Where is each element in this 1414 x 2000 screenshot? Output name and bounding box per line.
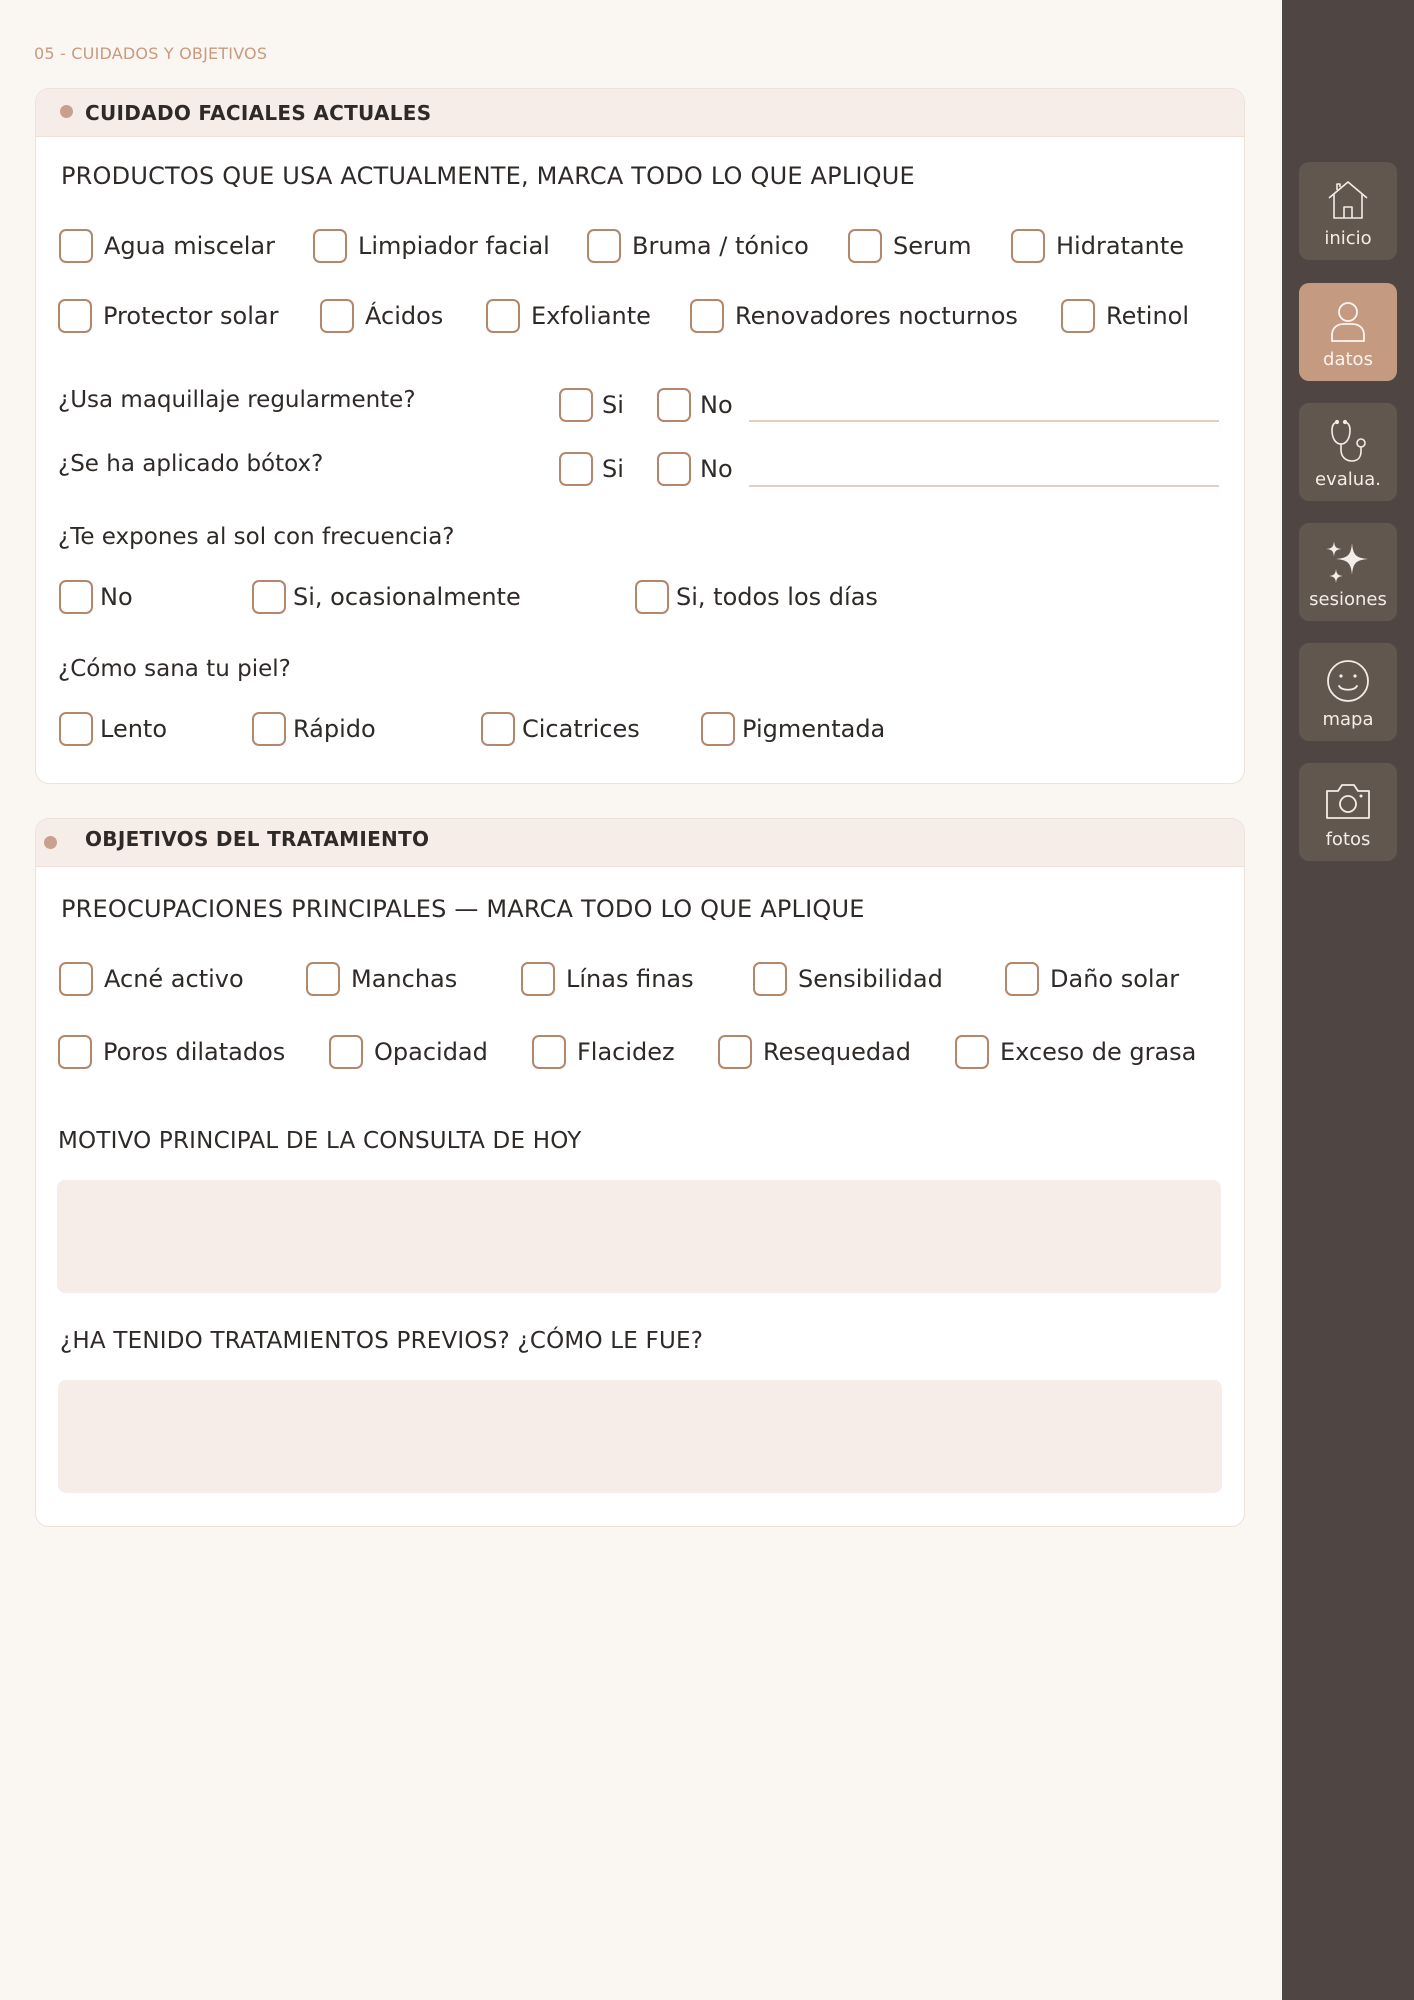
checkbox-box[interactable]	[1061, 299, 1095, 333]
botox-notes-line[interactable]	[749, 485, 1219, 487]
camera-icon	[1323, 777, 1373, 825]
botox-no-checkbox[interactable]: No	[657, 452, 733, 486]
sidebar-item-sesiones[interactable]: sesiones	[1299, 523, 1397, 621]
checkbox-opacidad[interactable]: Opacidad	[329, 1035, 488, 1069]
heal-fast-checkbox[interactable]: Rápido	[252, 712, 376, 746]
checkbox-renovadores-nocturnos[interactable]: Renovadores nocturnos	[690, 299, 1018, 333]
current-facial-care-card	[35, 88, 1245, 784]
checkbox-box[interactable]	[252, 712, 286, 746]
heal-pigmented-checkbox[interactable]: Pigmentada	[701, 712, 885, 746]
checkbox-acne-activo[interactable]: Acné activo	[59, 962, 244, 996]
treatment-goals-card	[35, 818, 1245, 1527]
checkbox-protector-solar[interactable]: Protector solar	[58, 299, 278, 333]
checkbox-poros-dilatados[interactable]: Poros dilatados	[58, 1035, 285, 1069]
checkbox-box[interactable]	[559, 452, 593, 486]
sun-daily-checkbox[interactable]: Si, todos los días	[635, 580, 878, 614]
botox-yes-checkbox[interactable]: Si	[559, 452, 624, 486]
checkbox-box[interactable]	[690, 299, 724, 333]
page-label: 05 - CUIDADOS Y OBJETIVOS	[34, 44, 268, 63]
sidebar-item-mapa[interactable]: mapa	[1299, 643, 1397, 741]
checkbox-box[interactable]	[635, 580, 669, 614]
checkbox-box[interactable]	[313, 229, 347, 263]
checkbox-retinol[interactable]: Retinol	[1061, 299, 1189, 333]
checkbox-box[interactable]	[59, 712, 93, 746]
sparkles-icon	[1322, 537, 1374, 589]
checkbox-box[interactable]	[1011, 229, 1045, 263]
concerns-question: PREOCUPACIONES PRINCIPALES — MARCA TODO LO QUE APLIQUE	[61, 895, 865, 923]
checkbox-bruma-tonico[interactable]: Bruma / tónico	[587, 229, 809, 263]
checkbox-box[interactable]	[306, 962, 340, 996]
checkbox-limpiador-facial[interactable]: Limpiador facial	[313, 229, 550, 263]
checkbox-box[interactable]	[587, 229, 621, 263]
previous-treatments-textarea[interactable]	[58, 1380, 1222, 1493]
checkbox-box[interactable]	[58, 299, 92, 333]
sun-question: ¿Te expones al sol con frecuencia?	[58, 524, 455, 550]
user-icon	[1324, 297, 1372, 345]
card-header	[36, 819, 1244, 867]
checkbox-dano-solar[interactable]: Daño solar	[1005, 962, 1179, 996]
checkbox-box[interactable]	[329, 1035, 363, 1069]
makeup-no-checkbox[interactable]: No	[657, 388, 733, 422]
checkbox-box[interactable]	[481, 712, 515, 746]
previous-treatments-label: ¿HA TENIDO TRATAMIENTOS PREVIOS? ¿CÓMO LE FUE?	[60, 1328, 704, 1354]
bullet-dot-icon	[60, 105, 73, 118]
checkbox-exceso-de-grasa[interactable]: Exceso de grasa	[955, 1035, 1196, 1069]
checkbox-box[interactable]	[753, 962, 787, 996]
heal-slow-checkbox[interactable]: Lento	[59, 712, 167, 746]
reason-textarea[interactable]	[57, 1180, 1221, 1293]
makeup-yes-checkbox[interactable]: Si	[559, 388, 624, 422]
checkbox-box[interactable]	[59, 229, 93, 263]
checkbox-sensibilidad[interactable]: Sensibilidad	[753, 962, 943, 996]
checkbox-box[interactable]	[657, 388, 691, 422]
checkbox-box[interactable]	[701, 712, 735, 746]
checkbox-acidos[interactable]: Ácidos	[320, 299, 443, 333]
checkbox-manchas[interactable]: Manchas	[306, 962, 457, 996]
checkbox-box[interactable]	[320, 299, 354, 333]
section-title: CUIDADO FACIALES ACTUALES	[85, 101, 432, 125]
checkbox-hidratante[interactable]: Hidratante	[1011, 229, 1184, 263]
checkbox-box[interactable]	[486, 299, 520, 333]
checkbox-resequedad[interactable]: Resequedad	[718, 1035, 911, 1069]
checkbox-box[interactable]	[657, 452, 691, 486]
checkbox-box[interactable]	[1005, 962, 1039, 996]
checkbox-box[interactable]	[955, 1035, 989, 1069]
products-question: PRODUCTOS QUE USA ACTUALMENTE, MARCA TODO LO QUE APLIQUE	[61, 162, 915, 190]
checkbox-exfoliante[interactable]: Exfoliante	[486, 299, 651, 333]
makeup-notes-line[interactable]	[749, 420, 1219, 422]
checkbox-serum[interactable]: Serum	[848, 229, 971, 263]
checkbox-box[interactable]	[532, 1035, 566, 1069]
smiley-face-icon	[1324, 657, 1372, 705]
card-header	[36, 89, 1244, 137]
checkbox-box[interactable]	[58, 1035, 92, 1069]
heal-scars-checkbox[interactable]: Cicatrices	[481, 712, 640, 746]
reason-label: MOTIVO PRINCIPAL DE LA CONSULTA DE HOY	[58, 1128, 582, 1154]
checkbox-box[interactable]	[848, 229, 882, 263]
botox-question: ¿Se ha aplicado bótox?	[58, 451, 324, 477]
checkbox-box[interactable]	[718, 1035, 752, 1069]
checkbox-flacidez[interactable]: Flacidez	[532, 1035, 675, 1069]
stethoscope-icon	[1324, 417, 1372, 465]
checkbox-box[interactable]	[559, 388, 593, 422]
sun-no-checkbox[interactable]: No	[59, 580, 133, 614]
heal-question: ¿Cómo sana tu piel?	[58, 656, 291, 682]
checkbox-lineas-finas[interactable]: Línas finas	[521, 962, 694, 996]
checkbox-box[interactable]	[521, 962, 555, 996]
checkbox-box[interactable]	[59, 580, 93, 614]
sun-occasionally-checkbox[interactable]: Si, ocasionalmente	[252, 580, 521, 614]
bullet-dot-icon	[44, 836, 57, 849]
section-title: OBJETIVOS DEL TRATAMIENTO	[85, 827, 430, 851]
sidebar-item-evalua[interactable]: evalua.	[1299, 403, 1397, 501]
sidebar-item-fotos[interactable]: fotos	[1299, 763, 1397, 861]
makeup-question: ¿Usa maquillaje regularmente?	[58, 387, 416, 413]
sidebar-item-datos[interactable]: datos	[1299, 283, 1397, 381]
checkbox-agua-miscelar[interactable]: Agua miscelar	[59, 229, 275, 263]
checkbox-box[interactable]	[252, 580, 286, 614]
sidebar	[1282, 0, 1414, 2000]
home-icon	[1324, 176, 1372, 224]
checkbox-box[interactable]	[59, 962, 93, 996]
sidebar-item-inicio[interactable]: inicio	[1299, 162, 1397, 260]
